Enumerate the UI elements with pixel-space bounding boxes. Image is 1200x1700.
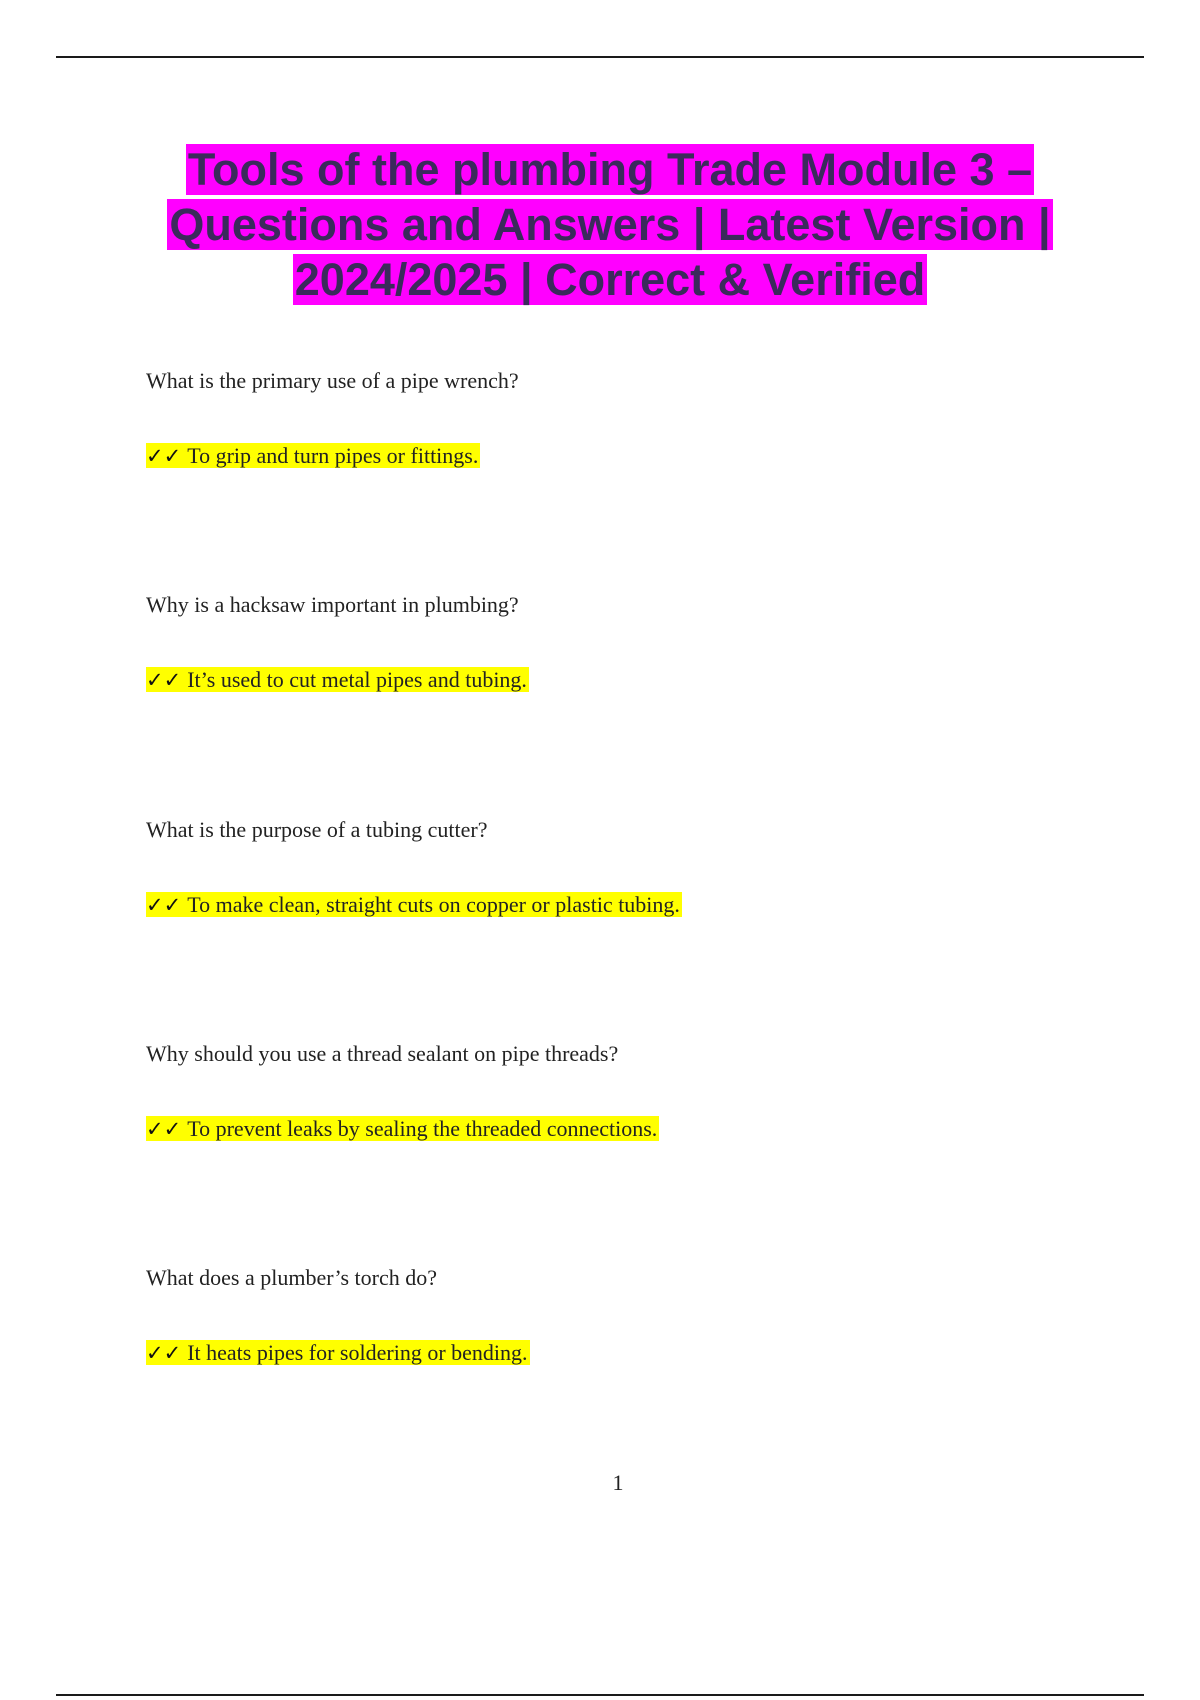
check-icon: ✓✓ xyxy=(146,893,182,917)
check-icon: ✓✓ xyxy=(146,668,182,692)
answer-text: It heats pipes for soldering or bending. xyxy=(187,1340,528,1365)
answer-line xyxy=(146,1338,1046,1368)
bottom-rule xyxy=(56,1694,1144,1696)
check-icon: ✓✓ xyxy=(146,444,182,468)
document-title: Tools of the plumbing Trade Module 3 – Questions and Answers | Latest Version | 2024/2025 | Correct & Verified xyxy=(169,144,1051,305)
answer-line xyxy=(146,1114,1046,1144)
question-text: Why is a hacksaw important in plumbing? xyxy=(146,592,519,617)
qa-item-5 xyxy=(146,1263,1046,1368)
answer-line xyxy=(146,890,1046,920)
answer-line xyxy=(146,665,1046,695)
answer-highlight xyxy=(146,892,682,917)
question-text: What is the primary use of a pipe wrench? xyxy=(146,368,519,393)
qa-item-1 xyxy=(146,366,1046,471)
answer-highlight xyxy=(146,667,529,692)
check-icon: ✓✓ xyxy=(146,1117,182,1141)
question-text: Why should you use a thread sealant on pipe threads? xyxy=(146,1041,619,1066)
qa-item-4 xyxy=(146,1039,1046,1144)
qa-item-3 xyxy=(146,815,1046,920)
page-number: 1 xyxy=(612,1470,624,1495)
answer-highlight xyxy=(146,1116,659,1141)
top-rule xyxy=(56,56,1144,58)
question-text: What is the purpose of a tubing cutter? xyxy=(146,817,488,842)
qa-item-2 xyxy=(146,590,1046,695)
answer-highlight xyxy=(146,443,480,468)
answer-highlight xyxy=(146,1340,530,1365)
title-block xyxy=(140,142,1080,307)
question-text: What does a plumber’s torch do? xyxy=(146,1265,438,1290)
answer-text: It’s used to cut metal pipes and tubing. xyxy=(187,667,527,692)
answer-text: To prevent leaks by sealing the threaded connections. xyxy=(187,1116,658,1141)
answer-text: To make clean, straight cuts on copper or plastic tubing. xyxy=(187,892,680,917)
answer-line xyxy=(146,441,1046,471)
answer-text: To grip and turn pipes or fittings. xyxy=(187,443,479,468)
check-icon: ✓✓ xyxy=(146,1341,182,1365)
